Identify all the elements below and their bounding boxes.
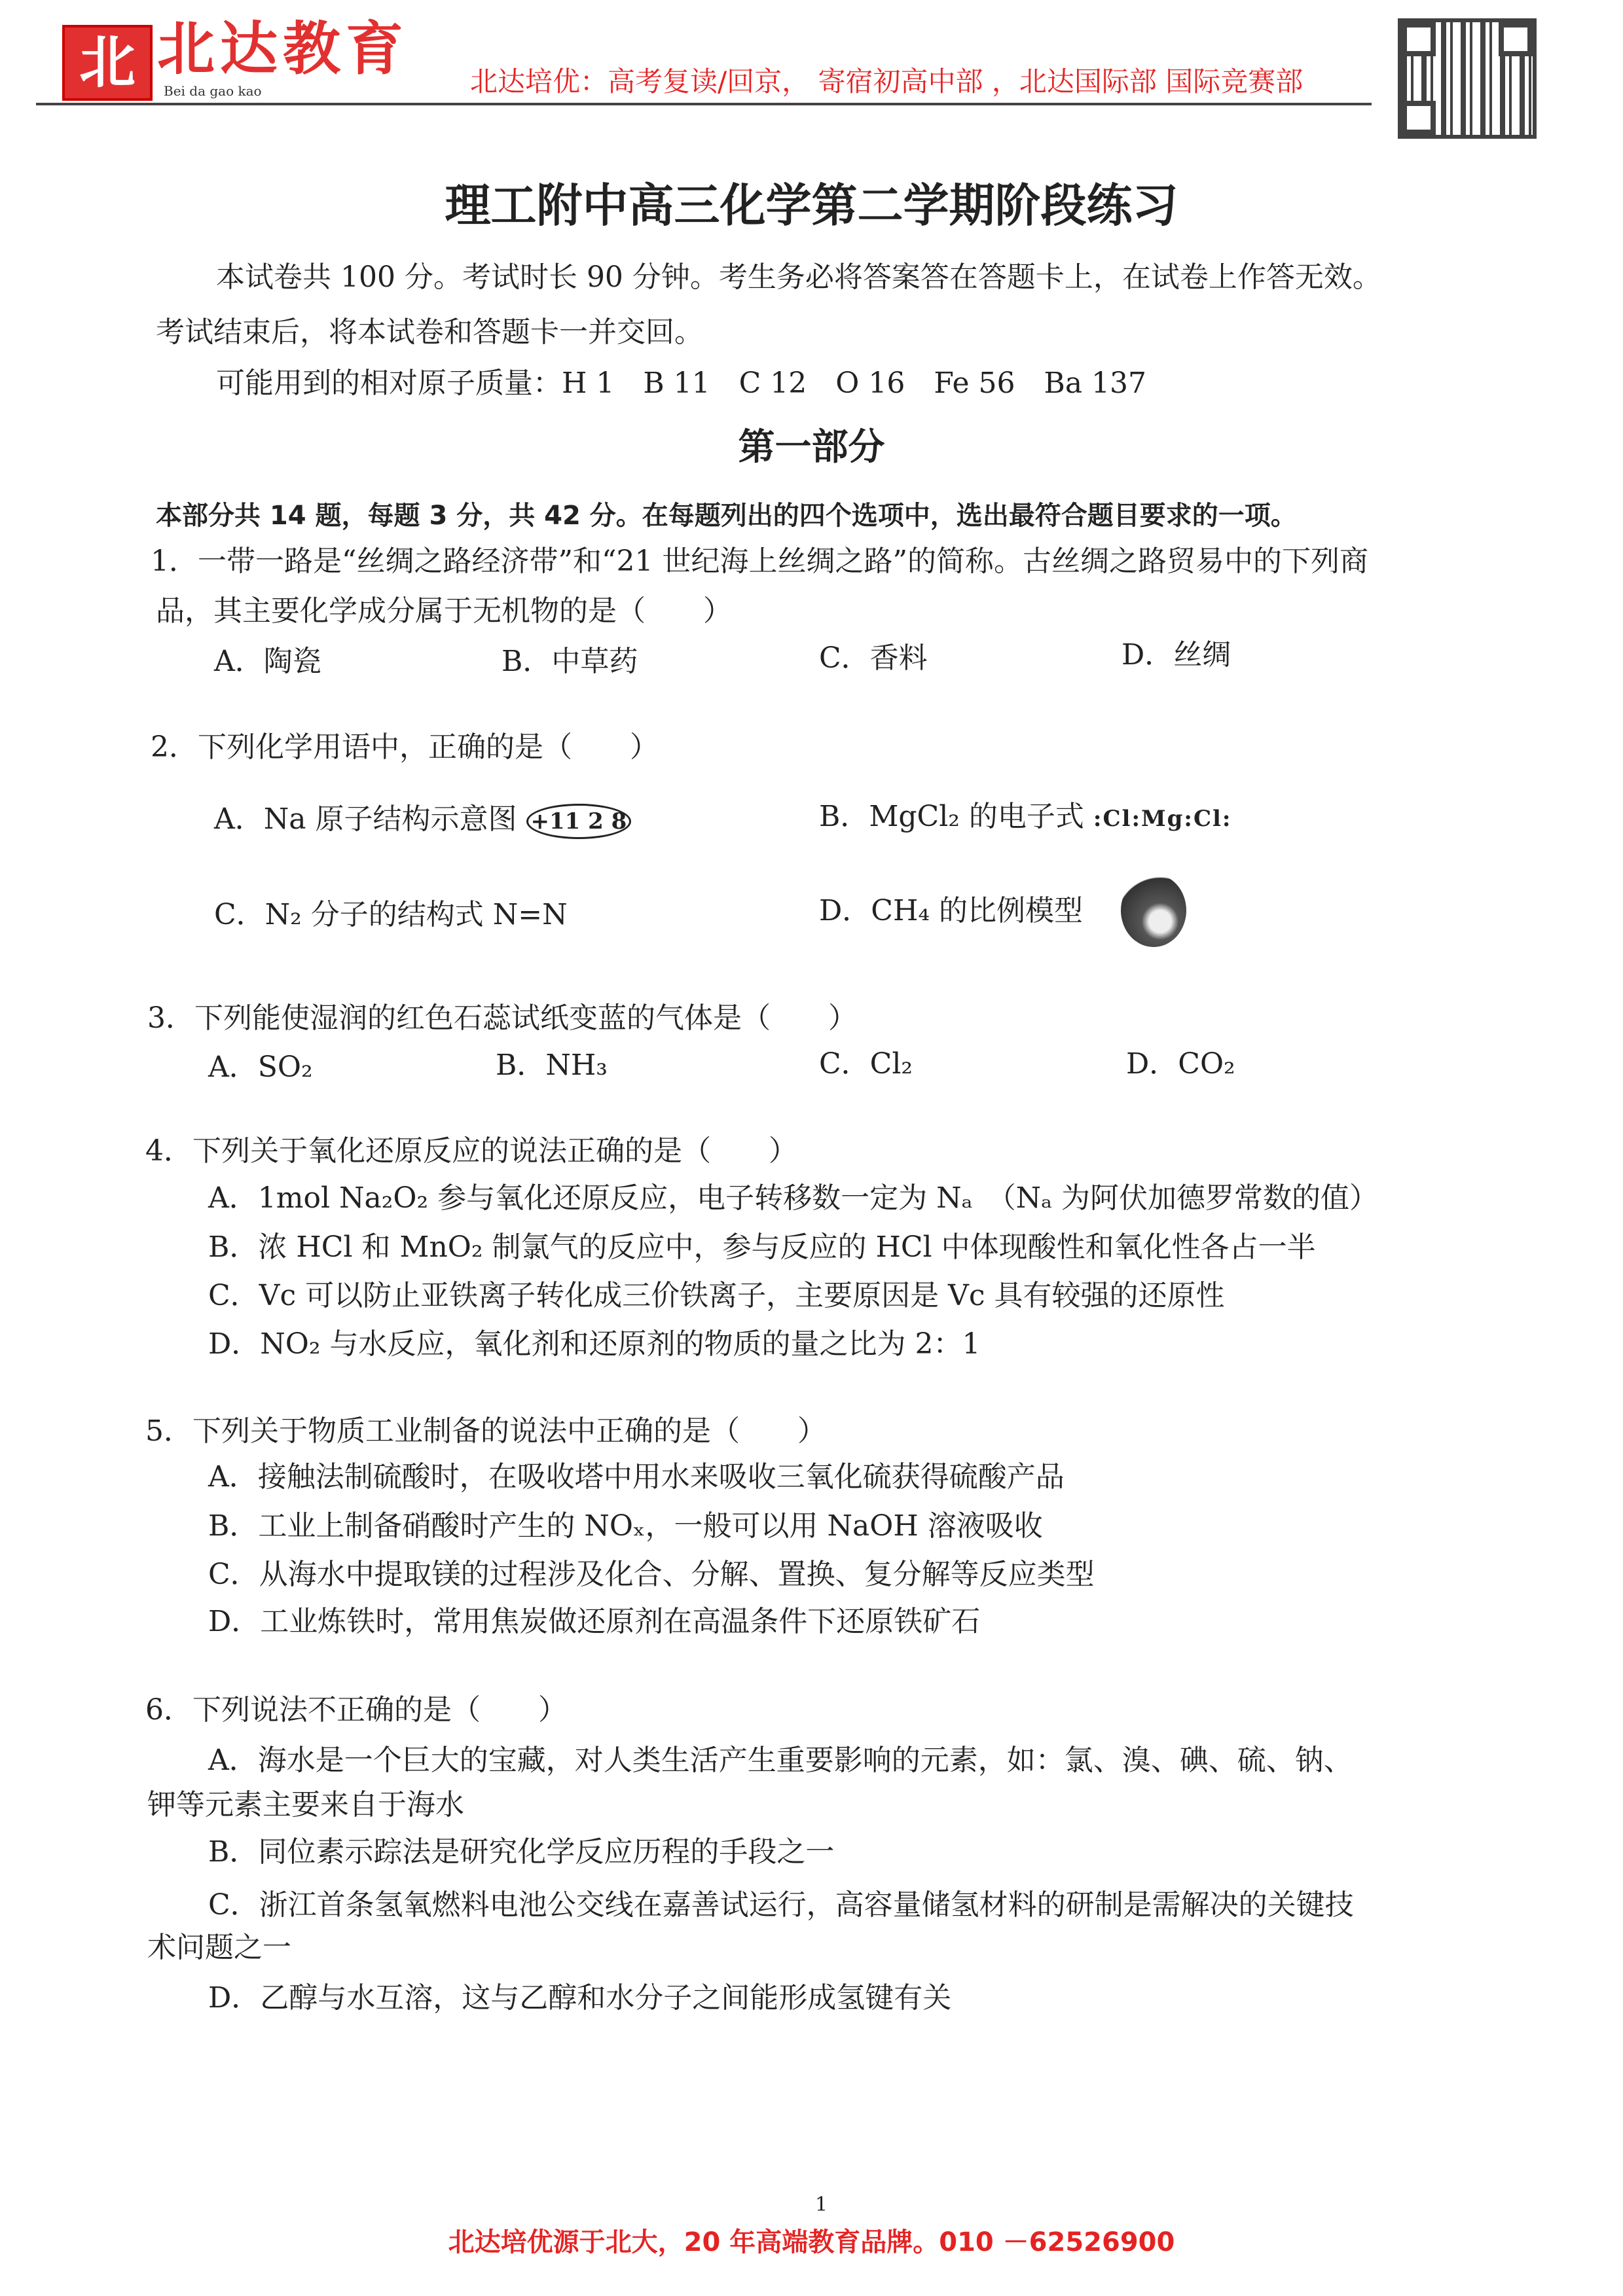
- header-slogan: 北达培优：高考复读/回京， 寄宿初高中部 ，北达国际部 国际竞赛部: [470, 65, 1304, 98]
- q3-option-b: B．NH₃: [496, 1049, 608, 1082]
- logo-mark: 北: [62, 25, 153, 101]
- q6-option-a-cont: 钾等元素主要来自于海水: [147, 1788, 464, 1821]
- q5-option-d: D．工业炼铁时，常用焦炭做还原剂在高温条件下还原铁矿石: [208, 1605, 981, 1638]
- q4-option-b: B．浓 HCl 和 MnO₂ 制氯气的反应中，参与反应的 HCl 中体现酸性和氧化性各占一半: [208, 1230, 1316, 1264]
- q5-stem: 5．下列关于物质工业制备的说法中正确的是（ ）: [145, 1414, 826, 1448]
- q2-option-c: C．N₂ 分子的结构式 N=N: [214, 898, 568, 931]
- q4-option-d: D．NO₂ 与水反应，氧化剂和还原剂的物质的量之比为 2：1: [208, 1327, 981, 1361]
- q4-option-c: C．Vc 可以防止亚铁离子转化成三价铁离子，主要原因是 Vc 具有较强的还原性: [208, 1279, 1225, 1312]
- header-divider: [36, 103, 1372, 105]
- q3-option-c: C．Cl₂: [819, 1047, 913, 1081]
- q5-option-c: C．从海水中提取镁的过程涉及化合、分解、置换、复分解等反应类型: [208, 1558, 1095, 1591]
- logo-text: 北达教育: [157, 14, 409, 82]
- atomic-masses: 可能用到的相对原子质量：H 1 B 11 C 12 O 16 Fe 56 Ba 137: [216, 367, 1147, 400]
- q1-stem: 1．一带一路是“丝绸之路经济带”和“21 世纪海上丝绸之路”的简称。古丝绸之路贸易中的下列商: [151, 545, 1368, 578]
- intro-line-2: 考试结束后，将本试卷和答题卡一并交回。: [156, 315, 703, 349]
- q6-option-c-cont: 术问题之一: [147, 1931, 291, 1964]
- q5-option-b: B．工业上制备硝酸时产生的 NOₓ，一般可以用 NaOH 溶液吸收: [208, 1509, 1043, 1543]
- q1-option-a: A．陶瓷: [214, 645, 321, 678]
- q5-option-a: A．接触法制硫酸时，在吸收塔中用水来吸收三氧化硫获得硫酸产品: [208, 1460, 1065, 1494]
- q2-option-b-text: B．MgCl₂ 的电子式: [819, 800, 1084, 833]
- q2-option-d: [819, 894, 1083, 929]
- q6-option-b: B．同位素示踪法是研究化学反应历程的手段之一: [208, 1835, 835, 1869]
- section-instruction: 本部分共 14 题，每题 3 分，共 42 分。在每题列出的四个选项中，选出最符合题目要求的一项。: [156, 501, 1297, 531]
- na-atom-structure-icon: +11 2 8: [526, 804, 632, 839]
- section-heading: 第一部分: [738, 426, 885, 469]
- q3-option-a: A．SO₂: [208, 1050, 313, 1084]
- page-number: 1: [815, 2193, 828, 2216]
- q2-option-a: [214, 802, 631, 837]
- q1-option-b: B．中草药: [501, 645, 638, 678]
- q2-stem: 2．下列化学用语中，正确的是（ ）: [151, 730, 659, 764]
- q2-option-a-text: A．Na 原子结构示意图: [214, 802, 517, 836]
- q1-option-c: C．香料: [819, 641, 928, 675]
- q3-stem: 3．下列能使湿润的红色石蕊试纸变蓝的气体是（ ）: [147, 1001, 857, 1035]
- footer-ad: 北达培优源于北大，20 年高端教育品牌。010 －62526900: [448, 2227, 1175, 2257]
- intro-line-1: 本试卷共 100 分。考试时长 90 分钟。考生务必将答案答在答题卡上，在试卷上作答无效。: [216, 260, 1381, 294]
- q4-option-a: A．1mol Na₂O₂ 参与氧化还原反应，电子转移数一定为 Nₐ （Nₐ 为阿伏加德罗常数的值）: [208, 1181, 1379, 1215]
- q6-stem: 6．下列说法不正确的是（ ）: [145, 1693, 567, 1727]
- q2-option-b: [819, 800, 1232, 834]
- q4-stem: 4．下列关于氧化还原反应的说法正确的是（ ）: [145, 1134, 797, 1168]
- logo-subtitle: Bei da gao kao: [164, 83, 262, 99]
- ch4-space-filling-model-icon: [1121, 874, 1186, 947]
- mgcl2-electron-formula: :Cl:Mg:Cl:: [1093, 806, 1232, 832]
- q3-option-d: D．CO₂: [1126, 1047, 1235, 1081]
- q2-option-d-text: D．CH₄ 的比例模型: [819, 894, 1083, 927]
- q6-option-d: D．乙醇与水互溶，这与乙醇和水分子之间能形成氢键有关: [208, 1981, 952, 2015]
- page-title: 理工附中高三化学第二学期阶段练习: [445, 179, 1178, 232]
- qr-code-icon: [1398, 18, 1537, 139]
- q1-option-d: D．丝绸: [1122, 638, 1231, 672]
- q6-option-a: A．海水是一个巨大的宝藏，对人类生活产生重要影响的元素，如：氯、溴、碘、硫、钠、: [208, 1744, 1353, 1777]
- q6-option-c: C．浙江首条氢氧燃料电池公交线在嘉善试运行，高容量储氢材料的研制是需解决的关键技: [208, 1888, 1354, 1922]
- q1-stem-cont: 品，其主要化学成分属于无机物的是（ ）: [156, 594, 732, 628]
